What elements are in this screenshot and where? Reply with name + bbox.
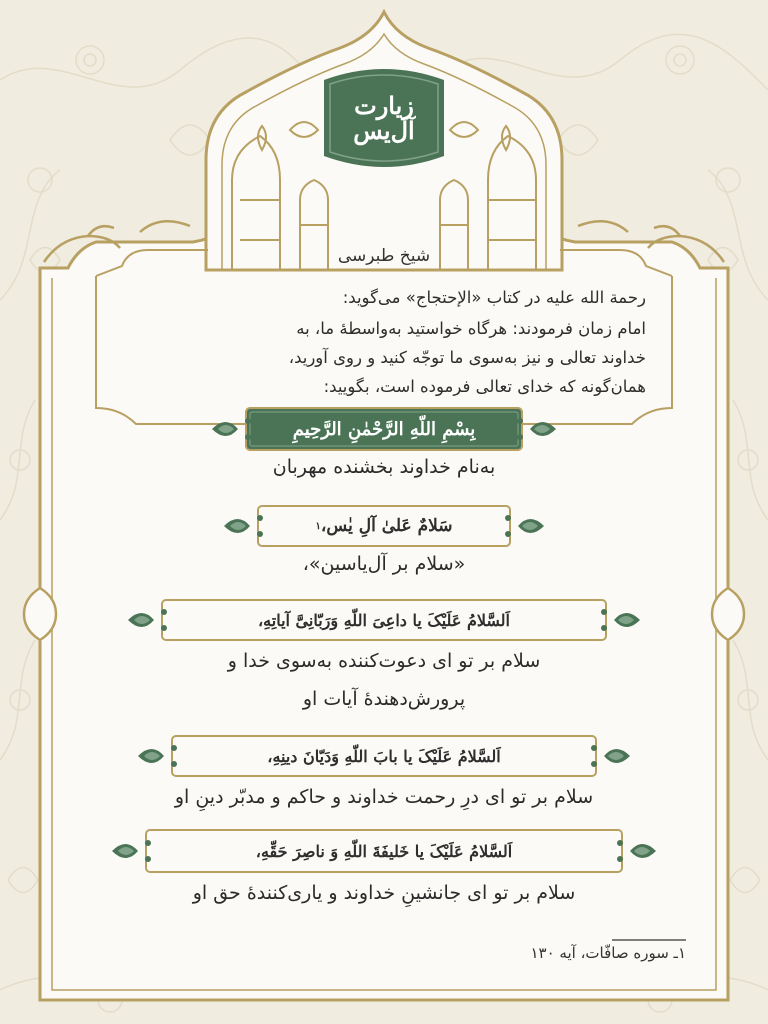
verse-translation-4: سلام بر تو ای درِ رحمت خداوند و حاکم و مدبّر دینِ او <box>174 786 594 808</box>
verse-translation-3a: سلام بر تو ای دعوت‌کننده به‌سوی خدا و <box>227 650 541 672</box>
verse-arabic-2-text: سَلامٌ عَلیٰ آلِ یٰس، <box>320 516 453 536</box>
intro-line-3: خداوند تعالی و نیز به‌سوی ما توجّه کنید و روی آورید، <box>288 348 646 367</box>
footnote: ۱ـ سوره صافّات، آیه ۱۳۰ <box>530 944 686 962</box>
verse-translation-1: به‌نام خداوند بخشنده مهربان <box>272 456 496 478</box>
intro-line-1: رحمة الله علیه در کتاب «الإحتجاج» می‌گوید: <box>342 288 646 307</box>
verse-arabic-1: بِسْمِ اللّهِ الرَّحْمٰنِ الرَّحِیمِ <box>292 418 476 440</box>
verse-arabic-5: اَلسَّلامُ عَلَیْکَ یا خَلیفَةَ اللّهِ وَ ناصِرَ حَقِّهِ، <box>255 841 513 861</box>
verse-translation-5: سلام بر تو ای جانشینِ خداوند و یاری‌کنندهٔ حق او <box>192 882 576 904</box>
verse-translation-3b: پرورش‌دهندهٔ آیات او <box>302 688 466 710</box>
intro-line-4: همان‌گونه که خدای تعالی فرموده است، بگویید: <box>323 377 646 396</box>
intro-author: شیخ طبرسی <box>337 246 431 266</box>
verse-arabic-3: اَلسَّلامُ عَلَیْکَ یا داعِیَ اللّهِ وَرَبّانِیَّ آیاتِهِ، <box>258 610 510 630</box>
title-line2: آل‌یس <box>353 116 415 145</box>
intro-line-2: امام زمان فرمودند: هرگاه خواستید به‌واسطهٔ ما، به <box>296 319 646 338</box>
verse-arabic-2 <box>258 506 510 546</box>
verse-translation-2: «سلام بر آل‌یاسین»، <box>302 553 466 575</box>
verse-arabic-4: اَلسَّلامُ عَلَیْکَ یا بابَ اللّهِ وَدَیّانَ دینِهِ، <box>267 746 501 766</box>
footnote-marker: ۱ <box>315 520 321 532</box>
title-line1: زیارت <box>354 90 414 120</box>
